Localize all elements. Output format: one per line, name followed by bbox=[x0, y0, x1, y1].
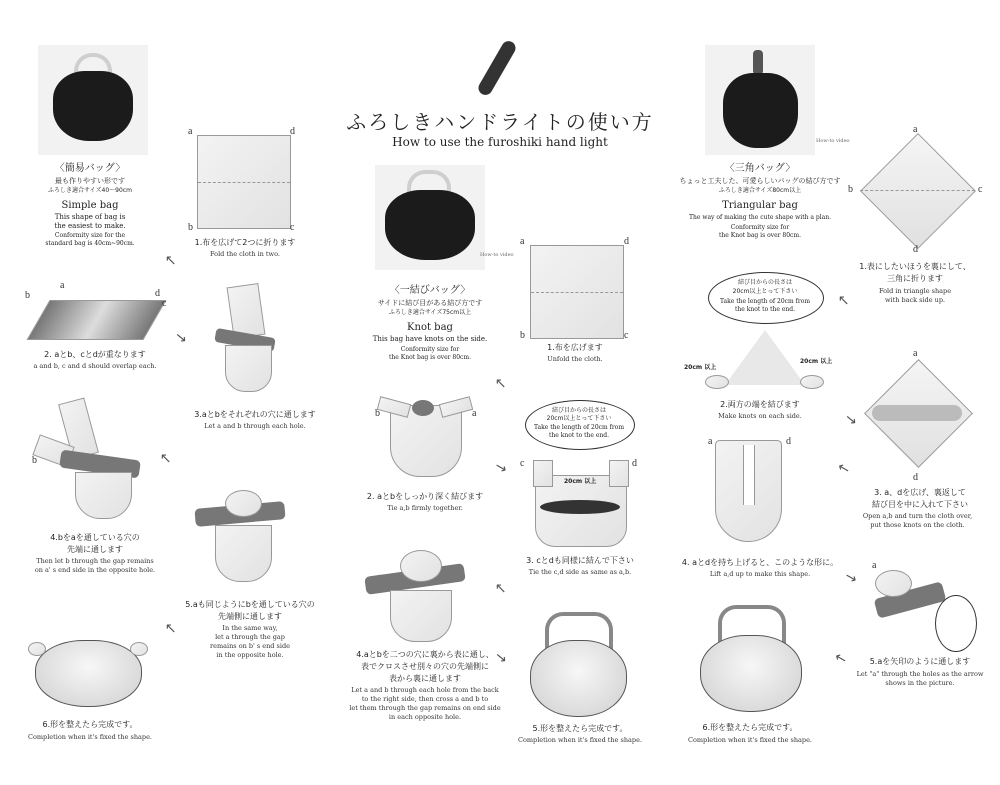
letter-d: d bbox=[624, 236, 629, 247]
triangle-step2-en: Make knots on each side. bbox=[718, 412, 802, 420]
simple-step6-jp: 6.形を整えたら完成です。 bbox=[42, 720, 138, 729]
handle-illustration bbox=[476, 39, 518, 98]
knot-bubble-en1: Take the length of 20cm from bbox=[533, 424, 625, 431]
step-arrow: → bbox=[841, 568, 860, 588]
simple-step4-jp2: 先端に通します bbox=[67, 545, 123, 554]
letter-c: c bbox=[162, 298, 167, 309]
triangle-sub-jp: ちょっと工夫した、可愛らしいバッグの結び方です bbox=[679, 177, 841, 185]
simple-step6-knot-right bbox=[130, 642, 148, 656]
letter-a: a bbox=[472, 408, 477, 419]
knot-bubble-jp2: 20cm以上とって下さい bbox=[546, 415, 612, 422]
simple-step1-en: Fold the cloth in two. bbox=[210, 250, 280, 258]
knot-step3-jp: 3. cとdも同様に結んで下さい bbox=[526, 556, 634, 565]
triangle-step6-bag bbox=[700, 635, 802, 712]
simple-step5-en2: let a through the gap bbox=[215, 633, 285, 641]
knot-step5-bag bbox=[530, 640, 627, 717]
simple-sub-jp: 最も作りやすい形です bbox=[55, 177, 125, 185]
triangle-bubble-jp2: 20cm以上とって下さい bbox=[732, 288, 798, 295]
triangle-video-label[interactable]: How-to video bbox=[816, 138, 850, 144]
triangle-bubble-en1: Take the length of 20cm from bbox=[719, 298, 811, 305]
simple-step2-jp: 2. aとb、cとdが重なります bbox=[44, 350, 146, 359]
knot-heading-jp: 〈一結びバッグ〉 bbox=[389, 285, 471, 296]
step-arrow: → bbox=[834, 458, 853, 478]
step-arrow: → bbox=[161, 250, 181, 270]
simple-step6-bag bbox=[35, 640, 142, 707]
letter-d: d bbox=[913, 244, 918, 255]
letter-b: b bbox=[25, 290, 30, 301]
triangle-heading-jp: 〈三角バッグ〉 bbox=[724, 163, 796, 174]
simple-step4-en2: on a' s end side in the opposite hole. bbox=[34, 566, 156, 574]
triangle-measure-right: 20cm 以上 bbox=[800, 358, 833, 365]
knot-step1-en: Unfold the cloth. bbox=[547, 355, 603, 363]
letter-a: a bbox=[913, 348, 918, 359]
letter-b: b bbox=[375, 408, 380, 419]
triangle-step1-jp2: 三角に折ります bbox=[887, 274, 943, 283]
knot-step4-en: Let a and b through each hole from the back bbox=[351, 686, 499, 694]
triangle-step3-en: Open a,b and turn the cloth over, bbox=[862, 512, 973, 520]
triangle-desc-en: The way of making the cute shape with a plan. bbox=[689, 214, 831, 221]
simple-step2-cloth bbox=[26, 300, 166, 340]
triangle-size-jp: ふろしき適合サイズ80cm以上 bbox=[718, 187, 802, 194]
page-title-jp: ふろしきハンドライトの使い方 bbox=[346, 110, 654, 134]
step-arrow: → bbox=[161, 618, 181, 638]
letter-d: d bbox=[913, 472, 918, 483]
letter-a: a bbox=[188, 126, 193, 137]
simple-step5-en: In the same way, bbox=[222, 624, 278, 632]
simple-step1-jp: 1.布を広げて2つに折ります bbox=[194, 238, 296, 247]
triangle-step6-jp: 6.形を整えたら完成です。 bbox=[702, 723, 798, 732]
knot-step2-jp: 2. aとbをしっかり深く結びます bbox=[366, 492, 484, 501]
letter-b: b bbox=[520, 330, 525, 341]
triangle-conformity-1: Conformity size for bbox=[730, 224, 790, 231]
simple-step4-illustration bbox=[30, 400, 160, 520]
simple-step2-en: a and b, c and d should overlap each. bbox=[33, 362, 157, 370]
letter-a: a bbox=[872, 560, 877, 571]
triangle-conformity-2: the Knot bag is over 80cm. bbox=[718, 232, 801, 239]
simple-step1-cloth bbox=[197, 135, 291, 229]
knot-bag-photo bbox=[375, 165, 485, 270]
letter-c: c bbox=[290, 222, 295, 233]
knot-video-label[interactable]: How-to video bbox=[480, 252, 514, 258]
simple-conformity-1: Conformity size for the bbox=[54, 232, 126, 239]
step-arrow: → bbox=[831, 648, 850, 668]
simple-desc-en-2: the easiest to make. bbox=[54, 222, 126, 230]
letter-d: d bbox=[786, 436, 791, 447]
triangle-step1-en: Fold in triangle shape bbox=[878, 287, 952, 295]
triangle-step4-jp: 4. aとdを持ち上げると、このような形に。 bbox=[681, 558, 839, 567]
letter-b: b bbox=[188, 222, 193, 233]
triangle-step1-jp: 1.表にしたいほうを裏にして、 bbox=[859, 262, 971, 271]
knot-step3-en: Tie the c,d side as same as a,b. bbox=[528, 568, 632, 576]
knot-measure-label: 20cm 以上 bbox=[564, 478, 597, 485]
letter-a: a bbox=[60, 280, 65, 291]
knot-step4-jp3: 表から裏に通します bbox=[389, 674, 461, 683]
letter-d: d bbox=[155, 288, 160, 299]
triangle-step2-jp: 2.両方の端を結びます bbox=[720, 400, 800, 409]
letter-c: c bbox=[624, 330, 629, 341]
simple-step6-knot-left bbox=[28, 642, 46, 656]
triangle-step3-knots bbox=[872, 405, 962, 421]
triangle-step4-en: Lift a,d up to make this shape. bbox=[709, 570, 811, 578]
knot-step2-en: Tie a,b firmly together. bbox=[387, 504, 463, 512]
knot-step4-en3: let them through the gap remains on end side bbox=[349, 704, 501, 712]
step-arrow: → bbox=[834, 290, 854, 310]
letter-a: a bbox=[708, 436, 713, 447]
letter-a: a bbox=[913, 124, 918, 135]
simple-bag-photo bbox=[38, 45, 148, 155]
letter-b: b bbox=[848, 184, 853, 195]
step-arrow: → bbox=[841, 410, 861, 430]
triangle-step6-en: Completion when it's fixed the shape. bbox=[688, 736, 812, 744]
knot-bubble-en2: the knot to the end. bbox=[549, 432, 609, 439]
triangle-measure-left: 20cm 以上 bbox=[684, 364, 717, 371]
simple-size-jp: ふろしき適合サイズ40〜90cm bbox=[48, 187, 132, 194]
simple-step5-jp2: 先端側に通します bbox=[218, 612, 282, 621]
triangle-step5-en: Let "a" through the holes as the arrow bbox=[856, 670, 984, 678]
simple-heading-jp: 〈簡易バッグ〉 bbox=[54, 163, 126, 174]
step-arrow: → bbox=[156, 448, 176, 468]
triangle-step1-cloth bbox=[860, 133, 976, 249]
simple-conformity-2: standard bag is 40cm~90cm. bbox=[45, 240, 135, 247]
step-arrow: → bbox=[491, 458, 510, 478]
letter-a: a bbox=[520, 236, 525, 247]
step-arrow: → bbox=[491, 648, 511, 668]
knot-size-jp: ふろしき適合サイズ75cm以上 bbox=[388, 309, 472, 316]
simple-step5-en3: remains on b' s end side bbox=[210, 642, 290, 650]
simple-step3-jp: 3.aとbをそれぞれの穴に通します bbox=[194, 410, 316, 419]
simple-step6-en: Completion when it's fixed the shape. bbox=[28, 733, 152, 741]
triangle-step5-en2: shows in the picture. bbox=[885, 679, 955, 687]
simple-step5-en4: in the opposite hole. bbox=[216, 651, 284, 659]
knot-step2-illustration bbox=[370, 400, 480, 480]
triangle-step5-jp: 5.aを矢印のように通します bbox=[869, 657, 971, 666]
triangle-step3-en2: put those knots on the cloth. bbox=[870, 521, 965, 529]
triangle-step1-fold-line bbox=[860, 190, 975, 191]
simple-step4-jp: 4.bをaを通している穴の bbox=[50, 533, 140, 542]
knot-step4-en4: in each opposite hole. bbox=[388, 713, 462, 721]
knot-conformity-2: the Knot bag is over 80cm. bbox=[388, 354, 471, 361]
knot-step5-en: Completion when it's fixed the shape. bbox=[518, 736, 642, 744]
simple-step5-jp: 5.aも同じようにbを通している穴の bbox=[185, 600, 315, 609]
simple-heading-en: Simple bag bbox=[61, 200, 119, 211]
simple-step4-en: Then let b through the gap remains bbox=[36, 557, 154, 565]
knot-step4-illustration bbox=[360, 545, 480, 645]
triangle-bubble-en2: the knot to the end. bbox=[735, 306, 795, 313]
letter-c: c bbox=[520, 458, 525, 469]
knot-conformity-1: Conformity size for bbox=[400, 346, 460, 353]
knot-step1-jp: 1.布を広げます bbox=[547, 343, 603, 352]
knot-heading-en: Knot bag bbox=[407, 322, 453, 333]
knot-desc-en: This bag have knots on the side. bbox=[372, 335, 488, 343]
letter-c: c bbox=[978, 184, 983, 195]
triangle-step4-illustration bbox=[705, 440, 790, 545]
knot-step5-jp: 5.形を整えたら完成です。 bbox=[532, 724, 628, 733]
triangle-step3-jp2: 結び目を中に入れて下さい bbox=[872, 500, 968, 509]
simple-step3-illustration bbox=[215, 285, 285, 395]
step-arrow: → bbox=[491, 373, 511, 393]
triangle-step1-en2: with back side up. bbox=[884, 296, 946, 304]
step-arrow: → bbox=[171, 328, 191, 348]
simple-step3-en: Let a and b through each hole. bbox=[204, 422, 306, 430]
knot-step3-illustration bbox=[525, 455, 635, 550]
triangle-heading-en: Triangular bag bbox=[722, 200, 798, 211]
letter-d: d bbox=[632, 458, 637, 469]
knot-sub-jp: サイドに結び目がある結び方です bbox=[377, 299, 483, 307]
knot-step4-jp: 4.aとbを二つの穴に裏から表に通し、 bbox=[356, 650, 494, 659]
knot-bubble-jp1: 結び目からの長さは bbox=[551, 407, 606, 414]
letter-b: b bbox=[32, 455, 37, 466]
simple-desc-en-1: This shape of bag is bbox=[54, 213, 126, 221]
letter-d: d bbox=[290, 126, 295, 137]
simple-step5-illustration bbox=[190, 490, 300, 590]
knot-step4-en2: to the right side, then cross a and b to bbox=[361, 695, 489, 703]
knot-step1-cloth bbox=[530, 245, 624, 339]
page-title-en: How to use the furoshiki hand light bbox=[392, 135, 608, 149]
knot-step4-jp2: 表でクロスさせ別々の穴の先端側に bbox=[361, 662, 489, 671]
triangle-bubble-jp1: 結び目からの長さは bbox=[737, 279, 792, 286]
triangle-step3-jp: 3. a、dを広げ、裏返して bbox=[874, 488, 966, 497]
step-arrow: → bbox=[491, 578, 511, 598]
triangle-step5-illustration bbox=[870, 565, 990, 655]
triangle-bag-photo bbox=[705, 45, 815, 155]
